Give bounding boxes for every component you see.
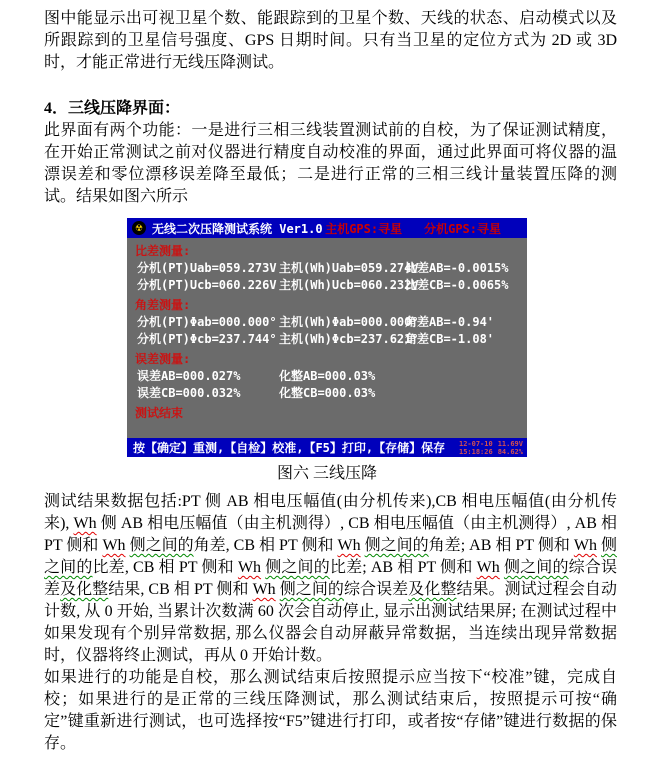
terminal-cell: 分机(PT)Φcb=237.744° [137,332,277,346]
statusbar-hint: 按【确定】重测,【自检】校准,【F5】打印,【存储】保存 [133,441,446,455]
text-segment: 综合误差 [344,581,409,598]
text-segment: Wh [573,537,597,554]
text-segment: 比差; AB 相 PT 侧和 [329,559,477,576]
terminal-cell: 化整AB=000.03% [279,369,376,383]
text-segment: Wh [337,537,361,554]
terminal-body [127,238,527,422]
text-segment: 侧之间的 [503,559,569,576]
terminal-cell: 分机(PT)Ucb=060.226V [137,278,277,292]
status-battery: 84.62% [497,447,523,456]
terminal-cell: 角差CB=-1.08' [405,332,495,346]
terminal-cell: 分机(PT)Uab=059.273V [137,261,277,275]
terminal-screenshot-figure [127,218,527,457]
text-segment: Wh [237,559,262,576]
paragraph-instructions: 如果进行的功能是自校，那么测试结束后按照提示应当按下“校准”键，完成自校；如果进行的是正常的三线压降测试，那么测试结束后，按照提示可按“确定”键重新进行测试，也可选择按“F5”键进行打印，或者按“存储”键进行数据的保存。 [44,669,617,752]
gps-status-sub: 分机GPS:寻星 [424,221,501,236]
terminal-cell: 主机(Wh)Φab=000.000° [279,315,419,329]
terminal-cell: 主机(Wh)Φcb=237.621° [279,332,419,346]
text-segment: 侧 AB 相电压幅值（由主机测得）, CB 相电压幅值（由主机测得）, AB 相 PT 侧和 [44,515,617,554]
text-segment: 结果。测试过程会自动计数, 从 0 开始, 当累计次数满 60 次会自动停止, 显示出测试结果屏; 在测试过程中如果发现有个别异常数据, 那么仪器会自动屏蔽异常数据，当连续出现异常数据时，仪器将终止测试，再从 0 开始计数。 [44,581,617,664]
paragraph-results [44,491,617,667]
text-segment: Wh [252,581,276,598]
figure-caption: 图六 三线压降 [276,465,377,482]
terminal-cell: 误差AB=000.027% [137,369,241,383]
text-segment: 综合误差 [44,559,617,598]
terminal-statusbar [127,438,527,457]
terminal-test-finished: 测试结束 [135,406,184,420]
text-segment: 侧之间的 [265,559,330,576]
terminal-row-phiab [135,314,527,331]
text-segment: 侧之间的 [279,581,344,598]
text-segment: 结果, CB 相 PT 侧和 [108,581,253,598]
terminal-row-uab [135,260,527,277]
text-segment: 角差, CB 相 PT 侧和 [193,537,338,554]
terminal-cell: 角差AB=-0.94' [405,315,495,329]
paragraph-description: 此界面有两个功能：一是进行三相三线装置测试前的自校，为了保证测试精度，在开始正常测试之前对仪器进行精度自动校准的界面，通过此界面可将仪器的温漂误差和零位漂移误差降至最低；二是进行正常的三相三线计量装置压降的测试。结果如图六所示 [44,122,617,205]
paragraph-intro: 图中能显示出可视卫星个数、能跟踪到的卫星个数、天线的状态、启动模式以及所跟踪到的卫星信号强度、GPS 日期时间。只有当卫星的定位方式为 2D 或 3D 时，才能正常进行无线压降测试。 [44,10,617,71]
text-segment: 侧之间的 [364,537,429,554]
terminal-cell: 化整CB=000.03% [279,386,376,400]
status-time: 15:18:26 [458,447,493,456]
text-segment: 及化整 [60,581,109,598]
status-voltage: 11.69V [497,439,523,448]
terminal-cell: 误差CB=000.032% [137,386,241,400]
terminal-cell: 主机(Wh)Ucb=060.232V [279,278,419,292]
gps-status-main: 主机GPS:寻星 [325,221,403,236]
terminal-row-errcb [135,385,527,402]
terminal-section-angle: 角差测量: [135,298,191,312]
text-segment: 测试结果数据包括:PT 侧 AB 相电压幅值(由分机传来),CB 相电压幅值(由分机传来), [44,493,617,532]
radiation-icon: ☢ [132,221,146,235]
text-segment: 角差; AB 相 PT 侧和 [428,537,574,554]
text-segment: 侧之间的 [129,537,194,554]
text-segment: 及化整 [408,581,457,598]
text-segment: 侧之间的 [44,537,617,576]
terminal-row-errab [135,368,527,385]
text-segment: Wh [73,515,97,532]
text-segment: Wh [102,537,126,554]
statusbar-right [459,440,527,456]
terminal-section-error: 误差测量: [135,352,191,366]
terminal-cell: 主机(Wh)Uab=059.274V [279,261,419,275]
statusbar-power [498,440,523,456]
terminal-section-ratio: 比差测量: [135,244,191,258]
terminal-cell: 分机(PT)Φab=000.000° [137,315,277,329]
terminal-row-ucb [135,277,527,294]
statusbar-datetime [459,440,493,456]
terminal-row-phicb [135,331,527,348]
terminal-titlebar [127,218,527,238]
section-heading: 4．三线压降界面： [44,100,181,117]
terminal-cell: 比差CB=-0.0065% [405,278,509,292]
app-title: 无线二次压降测试系统 Ver1.0 [152,221,323,236]
terminal-cell: 比差AB=-0.0015% [405,261,509,275]
text-segment: 比差, CB 相 PT 侧和 [92,559,238,576]
status-date: 12-07-10 [458,439,493,448]
text-segment: Wh [476,559,500,576]
